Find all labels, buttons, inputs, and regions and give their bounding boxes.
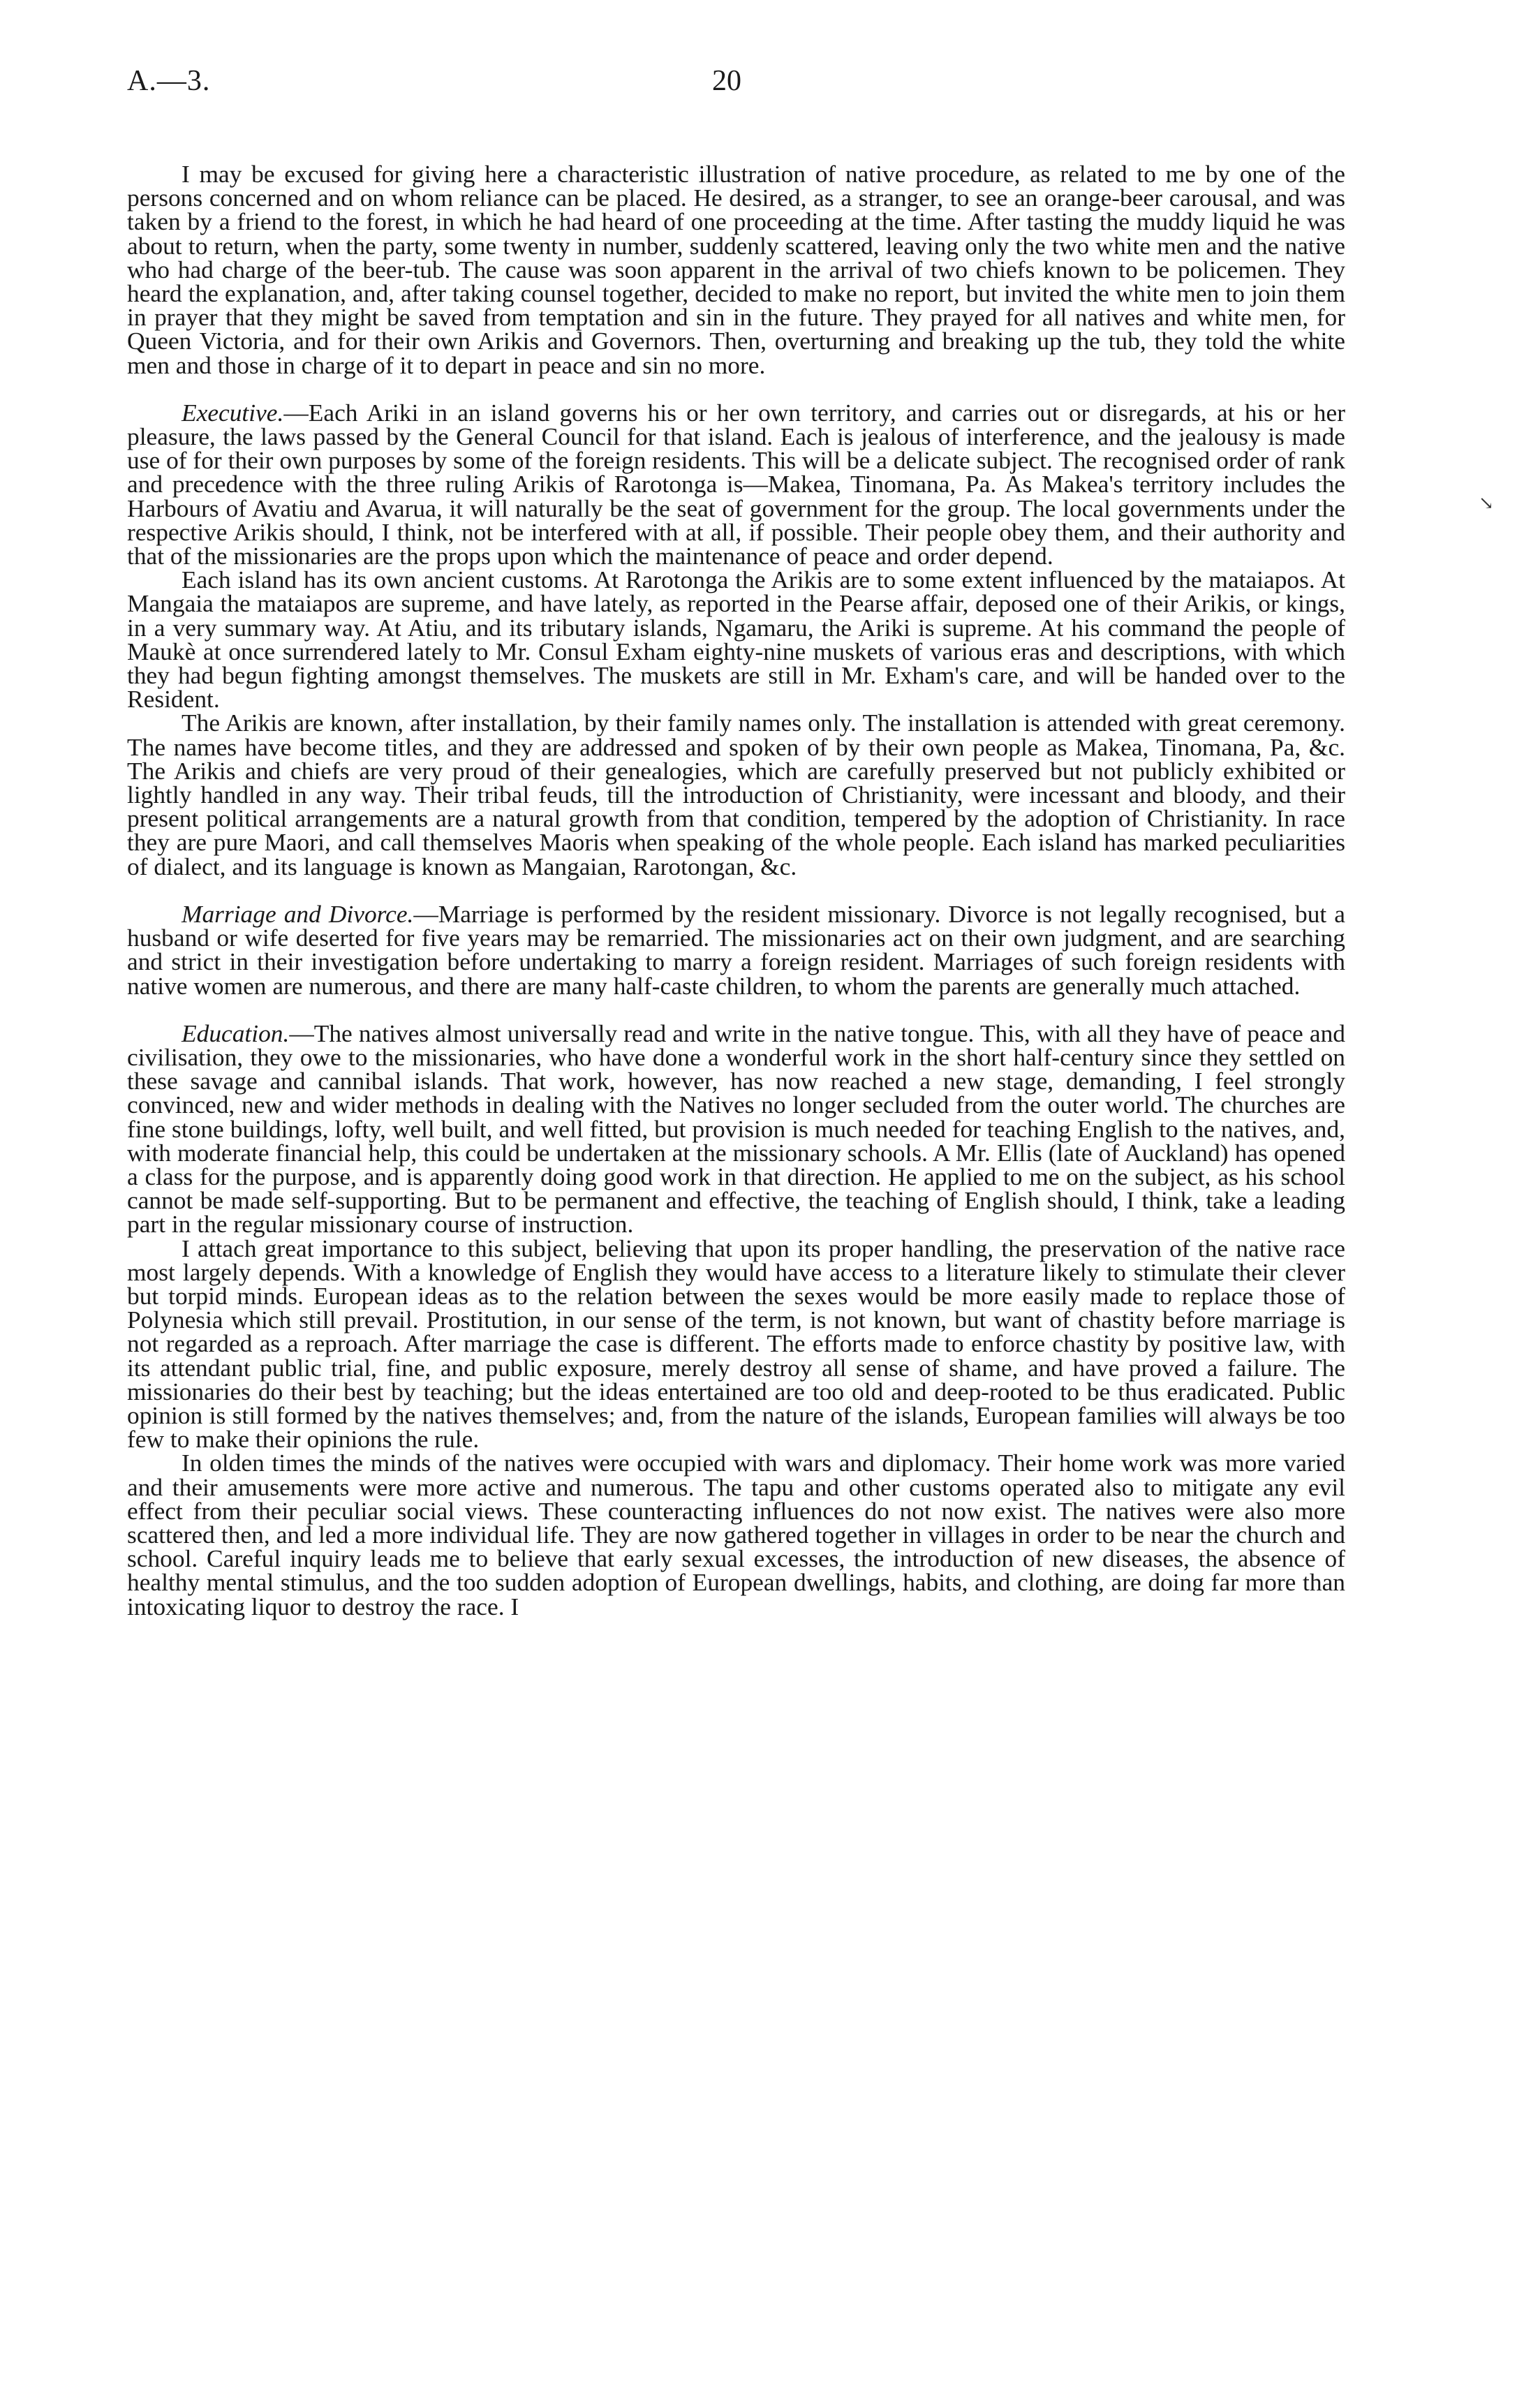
paragraph-text: Each island has its own ancient customs. At Rarotonga the Arikis are to some extent influenced by the mataiapos. At Mangaia the mataiapos are supreme, and have lately, as reported in the Pearse affair, deposed one of their Arikis, or kings, in a very summary way. At Atiu, and its tributary islands, Ngamaru, the Ariki is supreme. At his command the people of Maukè at once surrendered lately to Mr. Consul Exham eighty-nine muskets of various eras and descriptions, with which they had begun fighting amongst themselves. The muskets are still in Mr. Exham's care, and will be handed over to the Resident. xyxy=(127,566,1345,714)
section-heading: Executive. xyxy=(182,398,284,427)
page-number: 20 xyxy=(712,65,741,97)
paragraph-education xyxy=(127,1019,1345,1239)
paragraph-text: —The natives almost universally read and write in the native tongue. This, with all they have of peace and civilisation, they owe to the missionaries, who have done a wonderful work in the short half-century since they settled on these savage and cannibal islands. That work, however, has now reached a new stage, demanding, I feel strongly convinced, new and wider methods in dealing with the Natives no longer secluded from the outer world. The churches are fine stone buildings, lofty, well built, and well fitted, but provision is much needed for teaching English to the natives, and, with moderate financial help, this could be undertaken at the missionary schools. A Mr. Ellis (late of Auckland) has opened a class for the purpose, and is apparently doing good work in that direction. He applied to me on the subject, as his school cannot be made self-supporting. But to be permanent and effective, the teaching of English should, I think, take a leading part in the regular missionary course of instruction. xyxy=(127,1019,1345,1239)
margin-mark: ↘ xyxy=(1479,493,1494,513)
paragraph-orange-beer xyxy=(127,162,1345,377)
paragraph-executive xyxy=(127,398,1345,570)
paragraph-text: I may be excused for giving here a characteristic illustration of native procedure, as related to me by one of the persons concerned and on whom reliance can be placed. He desired, as a stranger, to see an orange-beer carousal, and was taken by a friend to the forest, in which he had heard of one proceeding at the time. After tasting the muddy liquid he was about to return, when the party, some twenty in number, suddenly scattered, leaving only the two white men and the native who had charge of the beer-tub. The cause was soon apparent in the arrival of two chiefs known to be policemen. They heard the explanation, and, after taking counsel together, decided to make no report, but invited the white men to join them in prayer that they might be saved from temptation and sin in the future. They prayed for all natives and white men, for Queen Victoria, and for their own Arikis and Governors. Then, overturning and breaking up the tub, they told the white men and those in charge of it to depart in peace and sin no more. xyxy=(127,160,1345,379)
section-heading: Marriage and Divorce. xyxy=(182,899,414,928)
paragraph-olden-times xyxy=(127,1451,1345,1618)
paragraph-marriage xyxy=(127,899,1346,1000)
document-body xyxy=(127,162,1345,1618)
paragraph-text: In olden times the minds of the natives were occupied with wars and diplomacy. Their home work was more varied and their amusements were more active and numerous. The tapu and other customs operated also to mitigate any evil effect from their peculiar social views. These counteracting influences do not now exist. The natives were also more scattered then, and led a more individual life. They are now gathered together in villages in order to be near the church and school. Careful inquiry leads me to believe that early sexual excesses, the introduction of new diseases, the absence of healthy mental stimulus, and the too sudden adoption of European dwellings, habits, and clothing, are doing far more than intoxicating liquor to destroy the race. I xyxy=(127,1449,1345,1620)
paragraph-text: —Each Ariki in an island governs his or her own territory, and carries out or disregards, at his or her pleasure, the laws passed by the General Council for that island. Each is jealous of interference, and the jealousy is made use of for their own purposes by some of the foreign residents. This will be a delicate subject. The recognised order of rank and precedence with the three ruling Arikis of Rarotonga is—Makea, Tinomana, Pa. As Makea's territory includes the Harbours of Avatiu and Avarua, it will naturally be the seat of government for the group. The local governments under the respective Arikis should, I think, not be interfered with at all, if possible. Their people obey them, and their authority and that of the missionaries are the props upon which the maintenance of peace and order depend. xyxy=(127,398,1345,570)
paragraph-customs xyxy=(127,566,1345,714)
paragraph-arikis xyxy=(127,711,1345,878)
document-reference: A.—3. xyxy=(127,65,211,97)
paragraph-text: The Arikis are known, after installation, by their family names only. The installation is attended with great ceremony. The names have become titles, and they are addressed and spoken of by their own people as Makea, Tinomana, Pa, &c. The Arikis and chiefs are very proud of their genealogies, which are carefully preserved but not publicly exhibited or lightly handled in any way. Their tribal feuds, till the introduction of Christianity, were incessant and bloody, and their present political arrangements are a natural growth from that condition, tempered by the adoption of Christianity. In race they are pure Maori, and call themselves Maoris when speaking of the whole people. Each island has marked peculiarities of dialect, and its language is known as Mangaian, Rarotongan, &c. xyxy=(127,709,1345,880)
section-heading: Education. xyxy=(182,1019,290,1047)
page-header xyxy=(127,64,1349,120)
paragraph-text: —Marriage is performed by the resident missionary. Divorce is not legally recognised, but a husband or wife deserted for five years may be remarried. The missionaries act on their own judgment, and are searching and strict in their investigation before undertaking to marry a foreign resident. Marriages of such foreign residents with native women are numerous, and there are many half-caste children, to whom the parents are generally much attached. xyxy=(127,899,1346,1000)
paragraph-text: I attach great importance to this subject, believing that upon its proper handling, the preservation of the native race most largely depends. With a knowledge of English they would have access to a literature likely to stimulate their clever but torpid minds. European ideas as to the relation between the sexes would be more easily made to replace those of Polynesia which still prevail. Prostitution, in our sense of the term, is not known, but want of chastity before marriage is not regarded as a reproach. After marriage the case is different. The efforts made to enforce chastity by positive law, with its attendant public trial, fine, and public exposure, merely destroy all sense of shame, and have proved a failure. The missionaries do their best by teaching; but the ideas entertained are too old and deep-rooted to be thus eradicated. Public opinion is still formed by the natives themselves; and, from the nature of the islands, European families will always be too few to make their opinions the rule. xyxy=(127,1234,1345,1454)
paragraph-importance xyxy=(127,1236,1345,1452)
